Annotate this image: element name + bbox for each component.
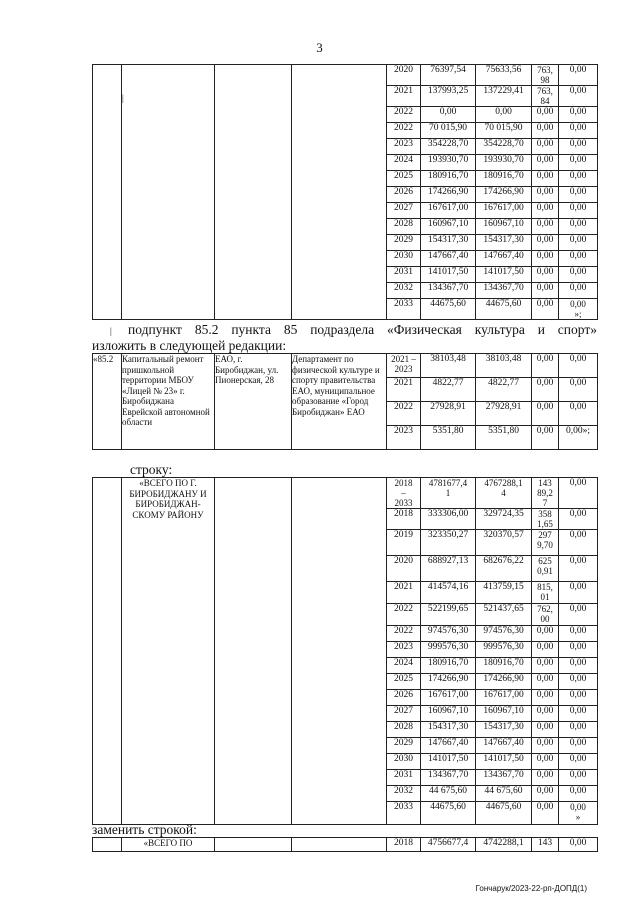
cell-budget: 180916,70 [476, 171, 532, 187]
cell-total: 167617,00 [421, 203, 476, 219]
cell-federal: 297 9,70 [532, 530, 559, 556]
cell-other: 0,00 [559, 139, 598, 155]
cell-federal: 815, 01 [532, 582, 559, 604]
cell-other: 0,00 [559, 283, 598, 299]
cell-year: 2028 [387, 219, 421, 235]
cell-budget: 193930,70 [476, 155, 532, 171]
cell-federal: 0,00 [532, 283, 559, 299]
cell-year: 2021 [387, 86, 421, 107]
cell-budget: 167617,00 [476, 203, 532, 219]
cell-budget: 38103,48 [476, 354, 532, 378]
cell-total: 174266,90 [421, 187, 476, 203]
cell-year: 2024 [387, 658, 421, 674]
cell-budget: 154317,30 [476, 235, 532, 251]
cell-total: 134367,70 [421, 283, 476, 299]
paragraph-subitem-85-2-line2: изложить в следующей редакции: [92, 338, 287, 353]
cell-total: 27928,91 [421, 402, 476, 426]
cell-other: 0,00 [559, 509, 598, 530]
cell-year: 2021 – 2023 [387, 354, 421, 378]
cell-year: 2021 [387, 582, 421, 604]
cell-other: 0,00 [559, 722, 598, 738]
cell-other: 0,00 [559, 738, 598, 754]
cell-budget: 27928,91 [476, 402, 532, 426]
cell-other: 0,00 [559, 556, 598, 582]
cell-budget: 134367,70 [476, 283, 532, 299]
cell-budget: 141017,50 [476, 754, 532, 770]
cell-year: 2025 [387, 171, 421, 187]
cell-year: 2029 [387, 738, 421, 754]
cell-total: 5351,80 [421, 426, 476, 450]
cell-federal: 0,00 [532, 235, 559, 251]
cell-federal: 0,00 [532, 203, 559, 219]
cell-total: 154317,30 [421, 722, 476, 738]
cell-federal: 0,00 [532, 722, 559, 738]
cell-other: 0,00 [559, 251, 598, 267]
cell-other: 0,00 [559, 402, 598, 426]
cell-total: 174266,90 [421, 674, 476, 690]
cell-total: 141017,50 [421, 267, 476, 283]
table-subitem-85-2 [92, 353, 598, 450]
cell-federal: 0,00 [532, 770, 559, 786]
cell-federal: 0,00 [532, 155, 559, 171]
cell-budget: 141017,50 [476, 267, 532, 283]
cell-budget: 174266,90 [476, 674, 532, 690]
cell-federal: 0,00 [532, 642, 559, 658]
cell-federal: 0,00 [532, 171, 559, 187]
cell-year: 2024 [387, 155, 421, 171]
cell-federal: 0,00 [532, 187, 559, 203]
paragraph-replace: заменить строкой: [92, 822, 197, 837]
cell-budget: 44675,60 [476, 299, 532, 320]
cell-year: 2022 [387, 123, 421, 139]
cell-organization: Департамент по физической культуре и спорту правительства ЕАО, муниципальное образование «Город Биробиджан» ЕАО [292, 354, 387, 450]
cell-name: «ВСЕГО ПО Г. БИРОБИДЖАНУ И БИРОБИДЖАН-СКОМУ РАЙОНУ [122, 478, 215, 825]
cell-other: 0,00 [559, 354, 598, 378]
cell-federal: 0,00 [532, 219, 559, 235]
cell-number [93, 65, 122, 320]
cell-total: 4781677,4 1 [421, 478, 476, 509]
table-total-row [92, 477, 598, 825]
cell-total: 180916,70 [421, 658, 476, 674]
cell-year: 2033 [387, 802, 421, 825]
cell-total: 160967,10 [421, 219, 476, 235]
cell-total: 44675,60 [421, 299, 476, 320]
cell-other: 0,00 [559, 658, 598, 674]
cell-year: 2020 [387, 65, 421, 86]
cell-other: 0,00 [559, 626, 598, 642]
cell-year: 2029 [387, 235, 421, 251]
cell-year: 2026 [387, 187, 421, 203]
cell-federal: 762, 00 [532, 604, 559, 626]
cell-federal: 763, 98 [532, 65, 559, 86]
cell-total: 44 675,60 [421, 786, 476, 802]
cell-total: 522199,65 [421, 604, 476, 626]
cell-federal: 0,00 [532, 674, 559, 690]
cell-federal: 0,00 [532, 706, 559, 722]
cell-budget: 147667,40 [476, 738, 532, 754]
cell-budget: 174266,90 [476, 187, 532, 203]
table-row [93, 838, 598, 852]
cell-other: 0,00 [559, 187, 598, 203]
cell-federal: 0,00 [532, 802, 559, 825]
cell-budget: 682676,22 [476, 556, 532, 582]
cell-name: «ВСЕГО ПО [122, 838, 215, 852]
cell-address: ЕАО, г. Биробиджан, ул. Пионерская, 28 [215, 354, 292, 450]
cell-other: 0,00 [559, 86, 598, 107]
cell-federal: 763, 84 [532, 86, 559, 107]
cell-total: 147667,40 [421, 738, 476, 754]
cell-budget: 160967,10 [476, 706, 532, 722]
cell-other: 0,00 [559, 478, 598, 509]
cell-other: 0,00 [559, 674, 598, 690]
cell-year: 2022 [387, 626, 421, 642]
cell-total: 160967,10 [421, 706, 476, 722]
cell-federal: 143 [532, 838, 559, 852]
cell-budget: 154317,30 [476, 722, 532, 738]
cell-other: 0,00 [559, 582, 598, 604]
cell-budget: 354228,70 [476, 139, 532, 155]
cell-budget: 180916,70 [476, 658, 532, 674]
cell-year: 2031 [387, 770, 421, 786]
cell-organization [292, 838, 387, 852]
cell-year: 2027 [387, 203, 421, 219]
cell-total: 134367,70 [421, 770, 476, 786]
cell-budget: 75633,56 [476, 65, 532, 86]
cell-other: 0,00 [559, 378, 598, 402]
cell-year: 2022 [387, 604, 421, 626]
cell-federal: 143 89,2 7 [532, 478, 559, 509]
table-row [93, 354, 598, 378]
cell-year: 2030 [387, 754, 421, 770]
cell-address [215, 478, 292, 825]
cell-budget: 413759,15 [476, 582, 532, 604]
cell-budget: 5351,80 [476, 426, 532, 450]
cell-budget: 134367,70 [476, 770, 532, 786]
cell-year: 2020 [387, 556, 421, 582]
cell-organization [292, 478, 387, 825]
cell-budget: 137229,41 [476, 86, 532, 107]
cell-other: 0,00 [559, 219, 598, 235]
cell-budget: 4767288,1 4 [476, 478, 532, 509]
cell-other: 0,00 [559, 642, 598, 658]
cell-total: 180916,70 [421, 171, 476, 187]
cell-other: 0,00 [559, 171, 598, 187]
cell-other: 0,00 » [559, 802, 598, 825]
cell-federal: 0,00 [532, 402, 559, 426]
cell-year: 2022 [387, 402, 421, 426]
cell-name: Капитальный ремонт пришкольной территории МБОУ «Лицей № 23» г. Биробиджана Еврейской автономной области [122, 354, 215, 450]
cell-year: 2023 [387, 139, 421, 155]
cell-federal: 358 1,65 [532, 509, 559, 530]
cell-year: 2030 [387, 251, 421, 267]
cell-total: 76397,54 [421, 65, 476, 86]
cell-total: 4756677,4 [421, 838, 476, 852]
cell-year: 2018 [387, 509, 421, 530]
cell-other: 0,00 [559, 770, 598, 786]
page-number: 3 [316, 40, 323, 55]
cell-year: 2018 [387, 838, 421, 852]
cell-total: 414574,16 [421, 582, 476, 604]
cell-number [93, 838, 122, 852]
cell-year: 2019 [387, 530, 421, 556]
cell-other: 0,00 [559, 65, 598, 86]
cell-budget: 974576,30 [476, 626, 532, 642]
document-footer-code: Гончарук/2023-22-рп-ДОПД(1) [475, 884, 587, 893]
cell-other: 0,00 [559, 786, 598, 802]
cell-federal: 0,00 [532, 267, 559, 283]
cell-year: 2027 [387, 706, 421, 722]
cell-year: 2018 – 2033 [387, 478, 421, 509]
cell-year: 2031 [387, 267, 421, 283]
cell-federal: 0,00 [532, 690, 559, 706]
cell-total: 154317,30 [421, 235, 476, 251]
paragraph-row: строку: [130, 462, 173, 477]
cell-other: 0,00 [559, 267, 598, 283]
paragraph-subitem-85-2-line1: подпункт 85.2 пункта 85 подраздела «Физическая культура и спорт» [128, 322, 597, 337]
cell-year: 2032 [387, 283, 421, 299]
cell-other: 0,00 [559, 203, 598, 219]
cell-total: 0,00 [421, 107, 476, 123]
cell-other: 0,00 [559, 754, 598, 770]
cell-year: 2023 [387, 642, 421, 658]
cell-total: 70 015,90 [421, 123, 476, 139]
cell-other: 0,00 [559, 123, 598, 139]
cell-total: 44675,60 [421, 802, 476, 825]
table-row [93, 478, 598, 509]
cell-federal: 0,00 [532, 754, 559, 770]
cell-federal: 0,00 [532, 658, 559, 674]
cell-year: 2032 [387, 786, 421, 802]
cell-organization [292, 65, 387, 320]
cell-address [215, 838, 292, 852]
table-row [93, 65, 598, 86]
cell-federal: 625 0,91 [532, 556, 559, 582]
cell-total: 137993,25 [421, 86, 476, 107]
cell-total: 167617,00 [421, 690, 476, 706]
cell-total: 688927,13 [421, 556, 476, 582]
cell-federal: 0,00 [532, 426, 559, 450]
table-continuation [92, 64, 598, 320]
cell-other: 0,00 »; [559, 299, 598, 320]
cell-federal: 0,00 [532, 107, 559, 123]
cell-budget: 44 675,60 [476, 786, 532, 802]
cell-federal: 0,00 [532, 738, 559, 754]
cell-federal: 0,00 [532, 626, 559, 642]
cell-total: 354228,70 [421, 139, 476, 155]
cell-year: 2021 [387, 378, 421, 402]
cell-total: 193930,70 [421, 155, 476, 171]
cell-other: 0,00 [559, 838, 598, 852]
cell-other: 0,00 [559, 706, 598, 722]
cell-budget: 160967,10 [476, 219, 532, 235]
cell-other: 0,00 [559, 604, 598, 626]
cell-year: 2028 [387, 722, 421, 738]
cell-number [93, 478, 122, 825]
cell-other: 0,00 [559, 690, 598, 706]
cell-year: 2023 [387, 426, 421, 450]
cell-total: 147667,40 [421, 251, 476, 267]
cell-total: 323350,27 [421, 530, 476, 556]
cell-year: 2025 [387, 674, 421, 690]
cell-budget: 999576,30 [476, 642, 532, 658]
cell-other: 0,00 [559, 235, 598, 251]
table-replacement-row [92, 837, 598, 852]
cell-other: 0,00»; [559, 426, 598, 450]
cell-year: 2022 [387, 107, 421, 123]
cell-other: 0,00 [559, 155, 598, 171]
cell-federal: 0,00 [532, 378, 559, 402]
cell-total: 4822,77 [421, 378, 476, 402]
cell-budget: 0,00 [476, 107, 532, 123]
cell-total: 974576,30 [421, 626, 476, 642]
cell-budget: 4822,77 [476, 378, 532, 402]
cell-name-marker: | [122, 65, 215, 320]
cell-total: 333306,00 [421, 509, 476, 530]
cell-number: «85.2 [93, 354, 122, 450]
cell-other: 0,00 [559, 107, 598, 123]
cell-budget: 329724,35 [476, 509, 532, 530]
cell-budget: 44675,60 [476, 802, 532, 825]
cell-total: 999576,30 [421, 642, 476, 658]
cell-federal: 0,00 [532, 786, 559, 802]
cell-budget: 167617,00 [476, 690, 532, 706]
cell-year: 2033 [387, 299, 421, 320]
cell-federal: 0,00 [532, 251, 559, 267]
cell-address [215, 65, 292, 320]
cell-other: 0,00 [559, 530, 598, 556]
cell-budget: 147667,40 [476, 251, 532, 267]
cell-total: 38103,48 [421, 354, 476, 378]
cell-federal: 0,00 [532, 299, 559, 320]
cell-federal: 0,00 [532, 354, 559, 378]
cell-year: 2026 [387, 690, 421, 706]
cell-budget: 70 015,90 [476, 123, 532, 139]
cell-total: 141017,50 [421, 754, 476, 770]
cell-budget: 4742288,1 [476, 838, 532, 852]
cell-budget: 521437,65 [476, 604, 532, 626]
cell-federal: 0,00 [532, 139, 559, 155]
cell-federal: 0,00 [532, 123, 559, 139]
cell-budget: 320370,57 [476, 530, 532, 556]
